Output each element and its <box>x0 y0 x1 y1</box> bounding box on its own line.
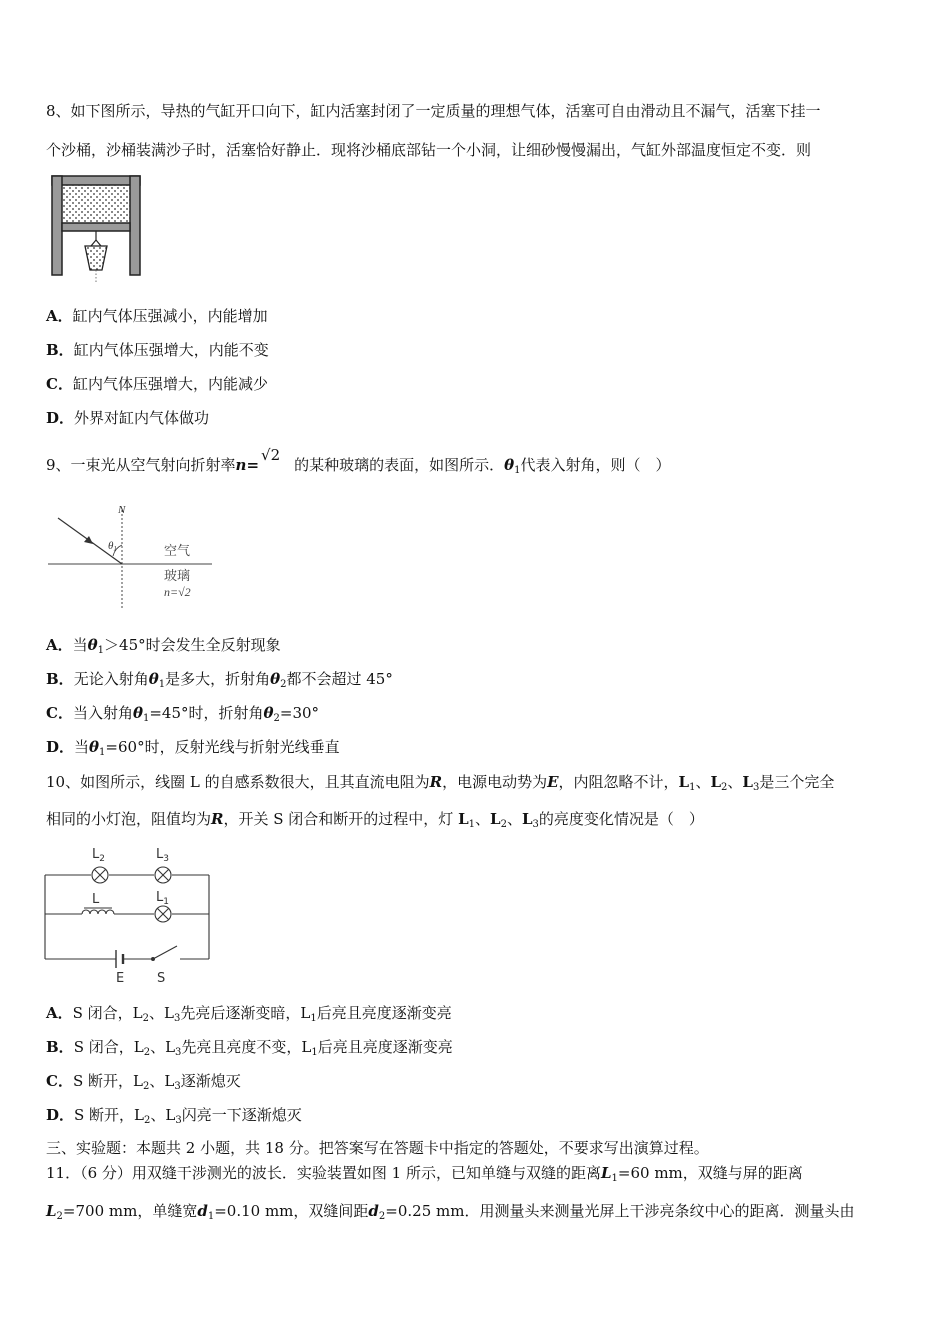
q9-stem: 9、一束光从空气射向折射率n=√2的某种玻璃的表面，如图所示．$\theta_1$代表入射角，则（ ） <box>46 446 671 476</box>
q11-stem-line2: $L_2=700$ mm，单缝宽$d_1=0.10$ mm，双缝间距$d_2=0.25$ mm．用测量头来测量光屏上干涉亮条纹中心的距离．测量头由 <box>46 1202 855 1222</box>
q8-option-d[interactable]: D．外界对缸内气体做功 <box>46 409 210 427</box>
q9-option-a[interactable]: A．当$\theta_1>45^\circ$时会发生全反射现象 <box>46 636 281 656</box>
circuit-figure <box>40 842 220 990</box>
coil-label: L <box>92 892 100 907</box>
q10-option-d[interactable]: D．S 断开，$L_2$、$L_3$闪亮一下逐渐熄灭 <box>46 1106 302 1126</box>
switch-label: S <box>157 971 166 986</box>
normal-label: N <box>118 504 126 516</box>
battery-label: E <box>116 971 125 986</box>
q8-stem-line2: 个沙桶，沙桶装满沙子时，活塞恰好静止．现将沙桶底部钻一个小洞，让细砂慢慢漏出，气缸外部温度恒定不变．则 <box>46 141 812 159</box>
q10-option-c[interactable]: C．S 断开，$L_2$、$L_3$逐渐熄灭 <box>46 1072 241 1092</box>
q9-option-d[interactable]: D．当$\theta_1=60^\circ$时，反射光线与折射光线垂直 <box>46 738 340 758</box>
q8-option-a[interactable]: A．缸内气体压强减小，内能增加 <box>46 307 268 325</box>
q10-option-a[interactable]: A．S 闭合，$L_2$、$L_3$先亮后逐渐变暗，$L_1$后亮且亮度逐渐变亮 <box>46 1004 452 1024</box>
q8-option-b[interactable]: B．缸内气体压强增大，内能不变 <box>46 341 269 359</box>
q9-option-c[interactable]: C．当入射角$\theta_1=45^\circ$时，折射角$\theta_2=30^\circ$ <box>46 704 320 724</box>
q8-option-c[interactable]: C．缸内气体压强增大，内能减少 <box>46 375 268 393</box>
section-heading: 三、实验题：本题共 2 小题，共 18 分。把答案写在答题卡中指定的答题处，不要求写出演算过程。 <box>46 1139 709 1157</box>
lamp-l1-label: $L_1$ <box>156 890 169 907</box>
air-label: 空气 <box>164 544 191 559</box>
theta-label: θ1 <box>108 540 117 553</box>
glass-label: 玻璃 <box>164 569 191 584</box>
cylinder-figure <box>50 174 142 286</box>
q9-option-b[interactable]: B．无论入射角$\theta_1$是多大，折射角$\theta_2$都不会超过 45° <box>46 670 393 690</box>
lamp-l2-label: $L_2$ <box>92 847 105 864</box>
q10-stem-line2: 相同的小灯泡，阻值均为R，开关 S 闭合和断开的过程中，灯 $L_1$、$L_2$、$L_3$的亮度变化情况是（ ） <box>46 810 704 830</box>
lamp-l3-label: $L_3$ <box>156 847 169 864</box>
q10-stem-line1: 10、如图所示，线圈 L 的自感系数很大，且其直流电阻为R，电源电动势为E，内阻忽略不计，$L_1$、$L_2$、$L_3$是三个完全 <box>46 773 835 793</box>
q10-option-b[interactable]: B．S 闭合，$L_2$、$L_3$先亮且亮度不变，$L_1$后亮且亮度逐渐变亮 <box>46 1038 453 1058</box>
q8-stem-line1: 8、如下图所示，导热的气缸开口向下，缸内活塞封闭了一定质量的理想气体，活塞可自由滑动且不漏气，活塞下挂一 <box>46 102 821 120</box>
refraction-figure <box>46 500 216 612</box>
q11-stem-line1: 11．（6 分）用双缝干涉测光的波长．实验装置如图 1 所示，已知单缝与双缝的距离$L_1=60$ mm，双缝与屏的距离 <box>46 1164 803 1184</box>
glass-index-label: n=√2 <box>164 585 191 599</box>
